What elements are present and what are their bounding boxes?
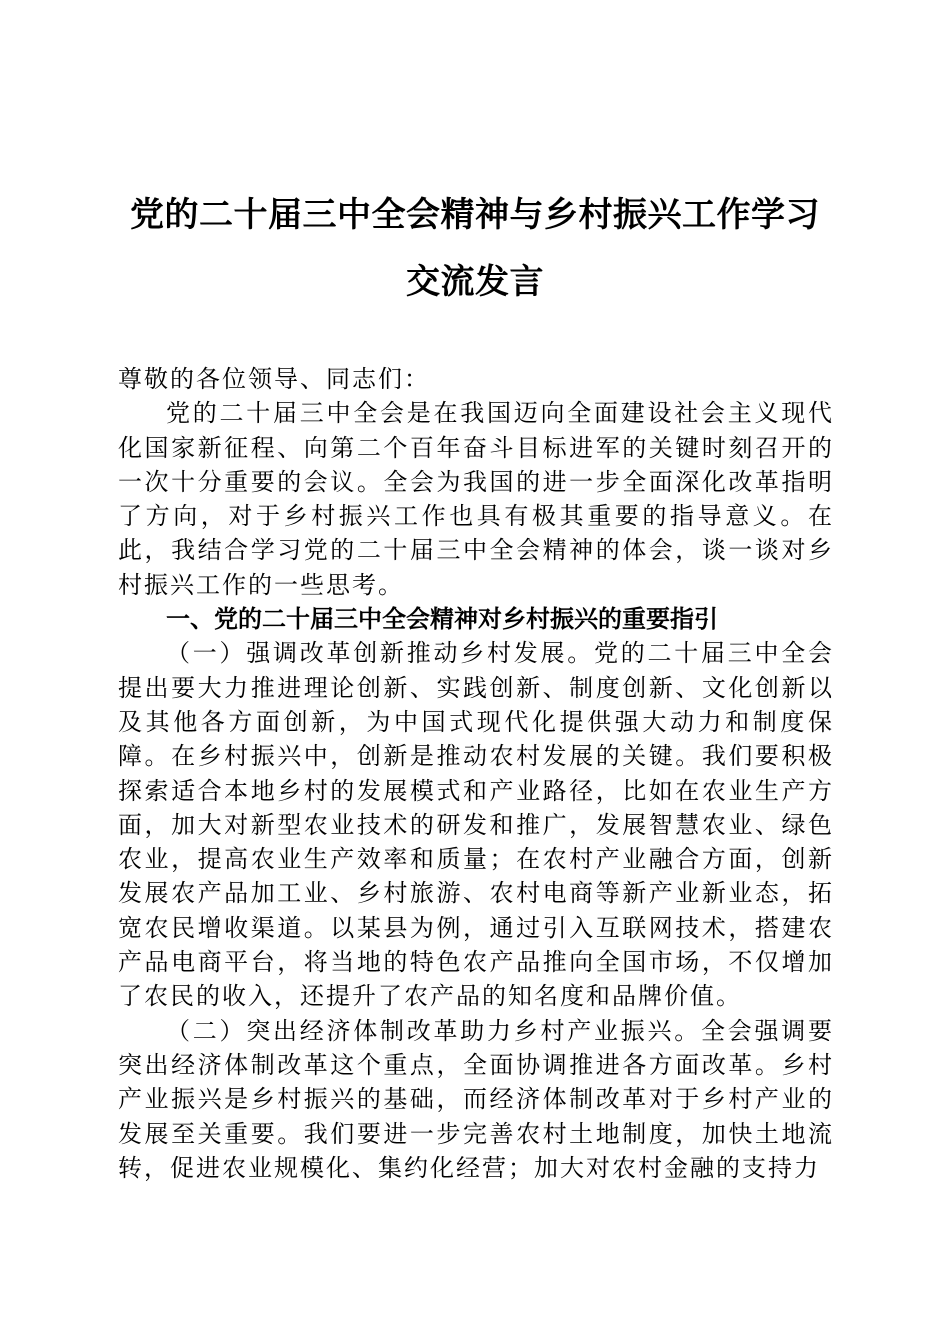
section-1-heading: 一、党的二十届三中全会精神对乡村振兴的重要指引 — [166, 605, 718, 634]
subsection-1-paragraph — [118, 636, 834, 1013]
document-body — [118, 362, 834, 1185]
intro-paragraph: 党的二十届三中全会是在我国迈向全面建设社会主义现代化国家新征程、向第二个百年奋斗目标进军的关键时刻召开的一次十分重要的会议。全会为我国的进一步全面深化改革指明了方向，对于乡村振兴工作也具有极其重要的指导意义。在此，我结合学习党的二十届三中全会精神的体会，谈一谈对乡村振兴工作的一些思考。 — [118, 399, 834, 599]
subsection-1-body: 党的二十届三中全会提出要大力推进理论创新、实践创新、制度创新、文化创新以及其他各方面创新，为中国式现代化提供强大动力和制度保障。在乡村振兴中，创新是推动农村发展的关键。我们要积极探索适合本地乡村的发展模式和产业路径，比如在农业生产方面，加大对新型农业技术的研发和推广，发展智慧农业、绿色农业，提高农业生产效率和质量；在农村产业融合方面，创新发展农产品加工业、乡村旅游、农村电商等新产业新业态，拓宽农民增收渠道。以某县为例，通过引入互联网技术，搭建农产品电商平台，将当地的特色农产品推向全国市场，不仅增加了农民的收入，还提升了农产品的知名度和品牌价值。 — [118, 639, 834, 1011]
subsection-2-body: 全会强调要突出经济体制改革这个重点，全面协调推进各方面改革。乡村产业振兴是乡村振兴的基础，而经济体制改革对于乡村产业的发展至关重要。我们要进一步完善农村土地制度，加快土地流转，促进农业规模化、集约化经营；加大对农村金融的支持力 — [118, 1016, 834, 1182]
subsection-2-title: （二）突出经济体制改革助力乡村产业振兴。 — [166, 1016, 701, 1045]
document-title-line-2: 交流发言 — [406, 262, 544, 302]
document-title-line-1: 党的二十届三中全会精神与乡村振兴工作学习 — [130, 195, 820, 235]
subsection-2-paragraph — [118, 1014, 834, 1185]
subsection-1-title: （一）强调改革创新推动乡村发展。 — [166, 639, 594, 668]
salutation: 尊敬的各位领导、同志们： — [118, 365, 430, 393]
